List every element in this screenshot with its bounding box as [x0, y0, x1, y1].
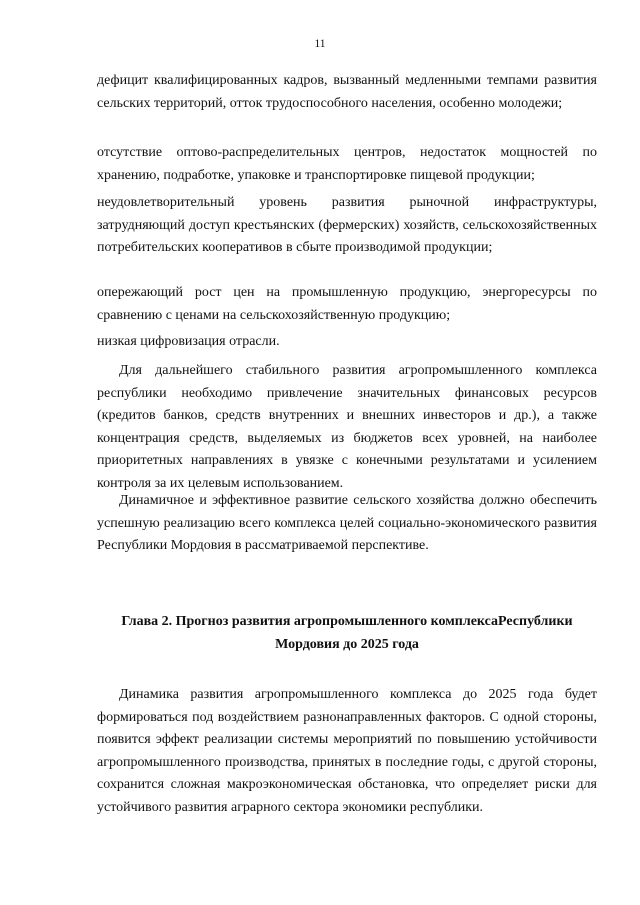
list-item-staff-shortage: дефицит квалифицированных кадров, вызванный медленными темпами развития сельских территорий, отток трудоспособного населения, особенно молодежи;	[97, 73, 597, 111]
paragraph-financing: Для дальнейшего стабильного развития агропромышленного комплекса республики необходимо привлечение значительных финансовых ресурсов (кредитов банков, средств внутренних и внешних инвесторов и др.), а также концентрация средств, выделяемых из бюджетов всех уровней, на наиболее приоритетных направлениях в увязке с конечными результатами и усилением контроля за их целевым использованием.	[97, 363, 597, 491]
paragraph-development-dynamics: Динамика развития агропромышленного комплекса до 2025 года будет формироваться под воздействием разнонаправленных факторов. С одной стороны, появится эффект реализации системы мероприятий по повышению устойчивости агропромышленного производства, принятых в последние годы, с другой стороны, сохранится сложная макроэкономическая обстановка, что определяет риски для устойчивого развития аграрного сектора экономики республики.	[97, 687, 597, 815]
paragraph-agriculture-development: Динамичное и эффективное развитие сельского хозяйства должно обеспечить успешную реализацию всего комплекса целей социально-экономического развития Республики Мордовия в рассматриваемой перспективе.	[97, 493, 597, 553]
list-item-digitalization: низкая цифровизация отрасли.	[97, 334, 280, 349]
page-number: 11	[314, 38, 326, 50]
chapter-heading: Глава 2. Прогноз развития агропромышленного комплексаРеспублики Мордовия до 2025 года	[121, 614, 573, 652]
list-item-price-growth: опережающий рост цен на промышленную продукцию, энергоресурсы по сравнению с ценами на сельскохозяйственную продукцию;	[97, 285, 597, 323]
list-item-market-infrastructure: неудовлетворительный уровень развития рыночной инфраструктуры, затрудняющий доступ крестьянских (фермерских) хозяйств, сельскохозяйственных потребительских кооперативов в сбыте производимой продукции;	[97, 195, 597, 255]
list-item-distribution-centers: отсутствие оптово-распределительных центров, недостаток мощностей по хранению, подработке, упаковке и транспортировке пищевой продукции;	[97, 145, 597, 183]
